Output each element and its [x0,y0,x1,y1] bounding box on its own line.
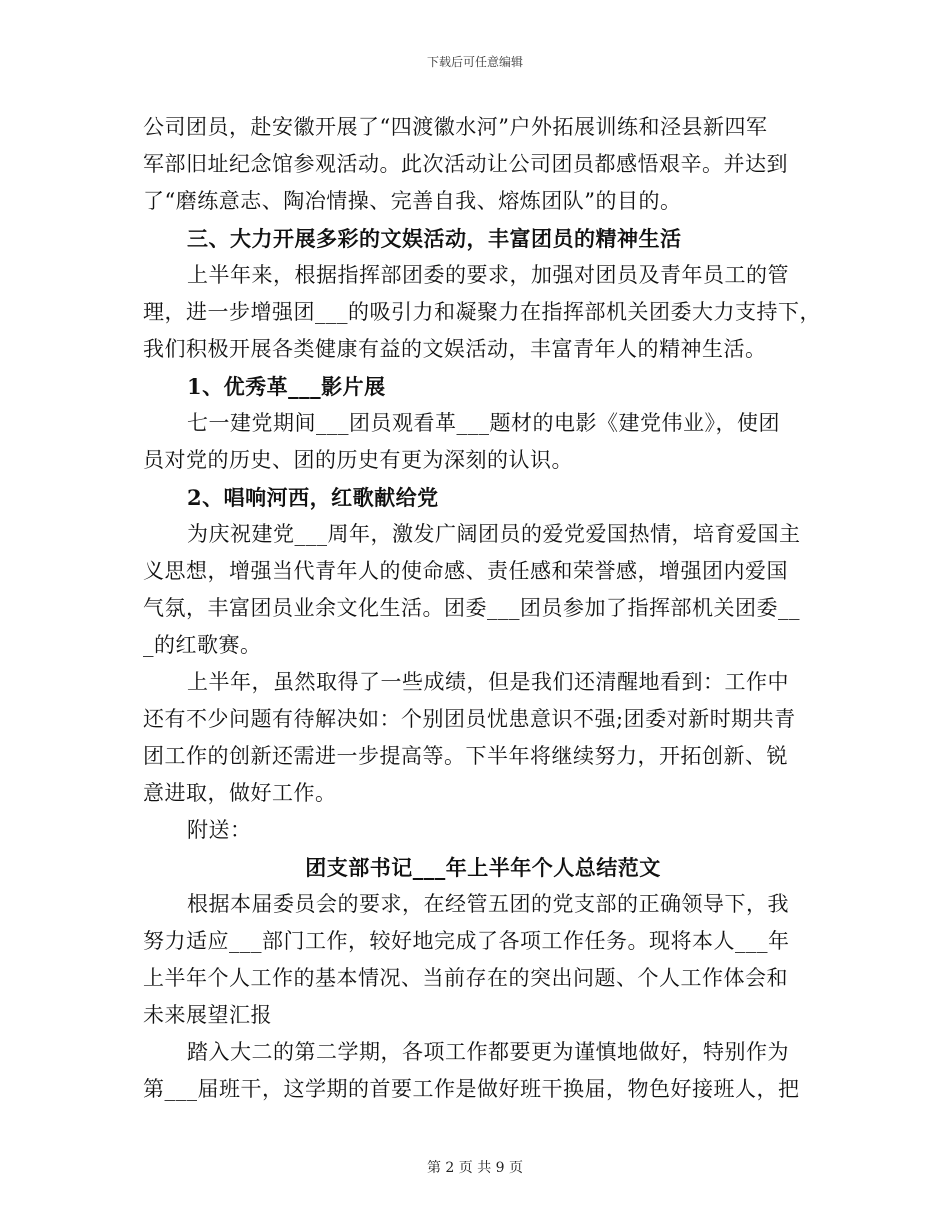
document-body [143,109,823,1108]
paragraph-line: 第___届班干，这学期的首要工作是做好班干换届，物色好接班人，把 [143,1077,800,1101]
paragraph-line: 意进取，做好工作。 [143,781,337,805]
page-footer: 第 2 页 共 9 页 [426,1160,524,1176]
section-heading: 2、唱响河西，红歌献给党 [187,485,439,510]
paragraph-line: 义思想，增强当代青年人的使命感、责任感和荣誉感，增强团内爱国 [143,559,788,583]
paragraph-line: 军部旧址纪念馆参观活动。此次活动让公司团员都感悟艰辛。并达到 [143,152,788,176]
paragraph-line: 气氛，丰富团员业余文化生活。团委___团员参加了指挥部机关团委__ [143,596,800,620]
paragraph-line: 未来展望汇报 [143,1003,272,1027]
paragraph-line: 还有不少问题有待解决如：个别团员忧患意识不强;团委对新时期共青 [143,707,796,731]
paragraph-line: 附送： [187,818,252,842]
paragraph-line: 上半年个人工作的基本情况、当前存在的突出问题、个人工作体会和 [143,966,788,990]
paragraph-line: 公司团员，赴安徽开展了“四渡徽水河”户外拓展训练和泾县新四军 [143,115,768,139]
paragraph-line: _的红歌赛。 [143,633,262,657]
page-header-note: 下载后可任意编辑 [426,55,523,69]
paragraph-line: 了“磨练意志、陶冶情操、完善自我、熔炼团队”的目的。 [143,189,682,213]
paragraph-line: 踏入大二的第二学期，各项工作都要更为谨慎地做好，特别作为 [187,1040,789,1064]
paragraph-line: 团工作的创新还需进一步提高等。下半年将继续努力，开拓创新、锐 [143,744,788,768]
section-title: 团支部书记___年上半年个人总结范文 [305,855,661,880]
section-heading: 三、大力开展多彩的文娱活动，丰富团员的精神生活 [187,226,682,251]
paragraph-line: 努力适应___部门工作，较好地完成了各项工作任务。现将本人___年 [143,929,790,953]
paragraph-line: 理，进一步增强团___的吸引力和凝聚力在指挥部机关团委大力支持下， [143,300,821,324]
paragraph-line: 为庆祝建党___周年，激发广阔团员的爱党爱国热情，培育爱国主 [187,522,801,546]
paragraph-line: 我们积极开展各类健康有益的文娱活动，丰富青年人的精神生活。 [143,337,767,361]
paragraph-line: 上半年，虽然取得了一些成绩，但是我们还清醒地看到：工作中 [187,670,789,694]
paragraph-line: 员对党的历史、团的历史有更为深刻的认识。 [143,448,573,472]
paragraph-line: 七一建党期间___团员观看革___题材的电影《建党伟业》，使团 [187,411,780,435]
section-heading: 1、优秀革___影片展 [187,374,386,399]
paragraph-line: 根据本届委员会的要求，在经管五团的党支部的正确领导下，我 [187,892,789,916]
paragraph-line: 上半年来，根据指挥部团委的要求，加强对团员及青年员工的管 [187,263,789,287]
